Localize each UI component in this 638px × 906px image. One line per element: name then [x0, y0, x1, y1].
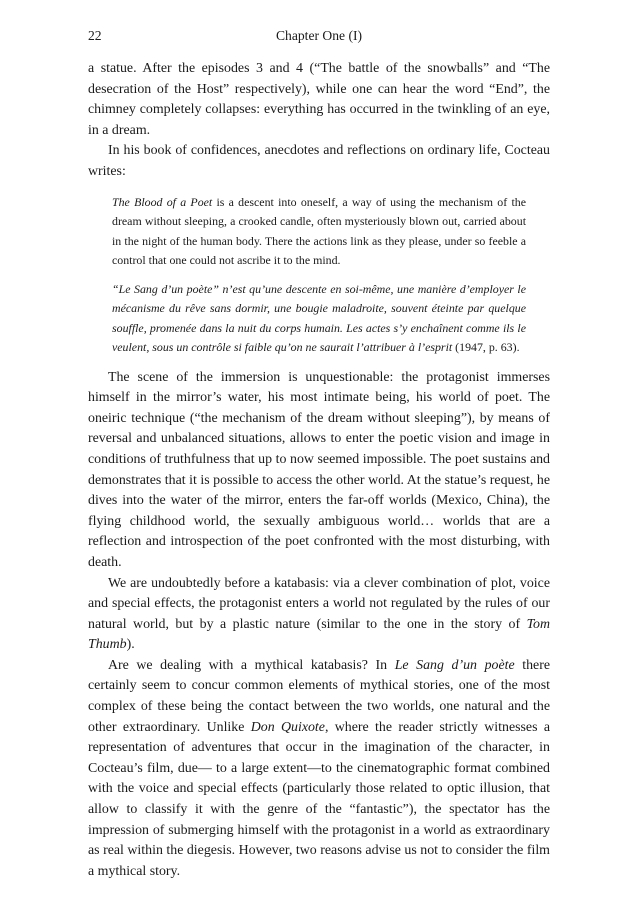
running-head: Chapter One (I) — [275, 28, 363, 43]
quote-english-title: The Blood of a Poet — [112, 194, 213, 209]
paragraph-4-text: We are undoubtedly before a katabasis: via a clever combination of plot, voice and special effects, the protagonist enters a world not regulated by the rules of our natural world, but by a plastic nature (similar to the one in the story of — [88, 575, 550, 632]
paragraph-1 — [88, 59, 550, 141]
paragraph-5 — [88, 656, 550, 883]
body-text — [88, 59, 550, 882]
paragraph-5-title2: Don Quixote — [250, 719, 325, 735]
paragraph-1-text: a statue. After the episodes 3 and 4 (“The battle of the snowballs” and “The desecration of the Host” respectively), while one can hear the word “End”, the chimney completely collapses: everything has occurred in the twinkling of an eye, in a dream. — [88, 61, 550, 138]
paragraph-3 — [88, 368, 550, 574]
paragraph-4-title: Tom Thumb — [88, 616, 550, 653]
quote-english — [112, 193, 526, 271]
paragraph-4 — [88, 574, 550, 656]
paragraph-3-text: The scene of the immersion is unquestionable: the protagonist immerses himself in the mirror’s water, his most intimate being, his world of poet. The oneiric technique (“the mechanism of the dream without sleeping”), by means of reversal and unbalanced situations, allows to enter the poetic vision and image in conditions of truthfulness that up to now seemed impossible. The poet sustains and demonstrates that it is possible to access the other world. At the statue’s request, he dives into the water of the mirror, enters the far-off worlds (Mexico, China), the flying childhood world, the sexually ambiguous world… worlds that are a reflection and introspection of the poet confronted with the most disturbing, with death. — [88, 369, 550, 570]
page-number: 22 — [88, 28, 102, 43]
block-quote — [112, 193, 526, 358]
paragraph-4-end: ). — [126, 637, 135, 653]
quote-citation: (1947, p. 63). — [452, 340, 520, 355]
paragraph-5-part2: there certainly seem to concur common elements of mythical stories, one of the most complex of these being the contact between the two worlds, one natural and the other extraordinary. Unlike — [88, 657, 550, 735]
paragraph-5-part3: , where the reader strictly witnesses a representation of adventures that occur in the imagination of the character, in Cocteau’s film, due— to a large extent—to the cinematographic format combined with the voice and special effects (particularly those related to optic illusion, that allow to classify it with the genre of the “fantastic”), the spectator has the impression of submerging himself with the protagonist in a world as extraordinary as real within the diegesis. However, two reasons advise us not to consider the film a mythical story. — [88, 719, 550, 879]
paragraph-2-text: In his book of confidences, anecdotes and reflections on ordinary life, Cocteau writes: — [88, 143, 550, 179]
quote-english-text: is a descent into oneself, a way of using the mechanism of the dream without sleeping, a crooked candle, often mysteriously blown out, carried about in the night of the human body. There the actions link as they please, under so feeble a control that one could not ascribe it to the mind. — [112, 194, 526, 268]
quote-french — [112, 280, 526, 358]
quote-french-text: “Le Sang d’un poète” n’est qu’une descente en soi-même, une manière d’employer le mécanisme du rêve sans dormir, une bougie maladroite, souvent éteinte par quelque souffle, promenée dans la nuit du corps humain. Les actes s’y enchaînent comme ils le veulent, sous un contrôle si faible qu’on ne saurait l’attribuer à l’esprit — [112, 281, 526, 355]
paragraph-5-part1: Are we dealing with a mythical katabasis? In — [108, 657, 395, 673]
paragraph-5-title1: Le Sang d’un poète — [394, 657, 515, 673]
paragraph-2 — [88, 141, 550, 182]
